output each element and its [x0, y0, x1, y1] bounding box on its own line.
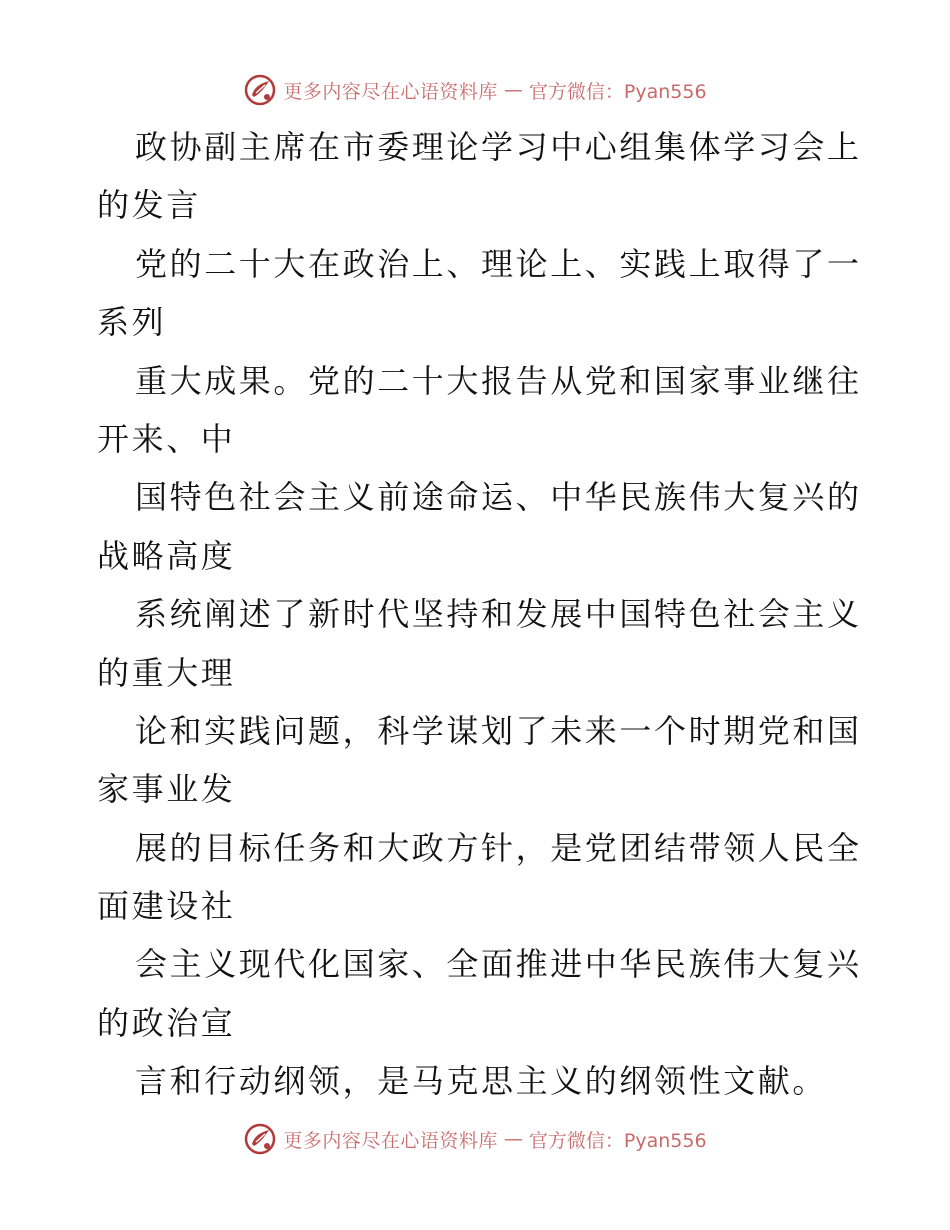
- document-line: 党的二十大在政治上、理论上、实践上取得了一: [135, 244, 862, 283]
- document-line: 国特色社会主义前途命运、中华民族伟大复兴的: [135, 478, 862, 517]
- document-line: 的重大理: [97, 653, 236, 692]
- document-line: 的发言: [97, 186, 201, 225]
- document-line: 战略高度: [97, 536, 236, 575]
- document-body: [97, 118, 862, 1111]
- document-line: 重大成果。党的二十大报告从党和国家事业继往: [135, 361, 862, 400]
- brand-logo-icon: [243, 73, 277, 107]
- watermark-separator: —: [503, 79, 523, 101]
- watermark-banner-bottom: [0, 1119, 950, 1159]
- watermark-brand-text: 更多内容尽在心语资料库: [283, 80, 498, 103]
- document-line: 言和行动纲领，是马克思主义的纲领性文献。: [135, 1062, 828, 1101]
- document-line: 的政治宣: [97, 1003, 236, 1042]
- brand-logo-icon: [243, 1122, 277, 1156]
- watermark-banner-top: [0, 70, 950, 110]
- watermark-brand-text: 更多内容尽在心语资料库: [283, 1129, 498, 1152]
- document-line: 论和实践问题，科学谋划了未来一个时期党和国: [135, 711, 862, 750]
- document-line: 系列: [97, 303, 167, 342]
- document-line: 家事业发: [97, 770, 236, 809]
- watermark-official-text: 官方微信：Pyan556: [528, 80, 707, 103]
- watermark-separator: —: [503, 1128, 523, 1150]
- document-line: 开来、中: [97, 419, 236, 458]
- watermark-official-text: 官方微信：Pyan556: [528, 1129, 707, 1152]
- document-line: 面建设社: [97, 887, 236, 926]
- document-line: 系统阐述了新时代坚持和发展中国特色社会主义: [135, 595, 862, 634]
- document-line: 展的目标任务和大政方针，是党团结带领人民全: [135, 828, 862, 867]
- document-line: 会主义现代化国家、全面推进中华民族伟大复兴: [135, 945, 862, 984]
- document-line: 政协副主席在市委理论学习中心组集体学习会上: [135, 128, 862, 166]
